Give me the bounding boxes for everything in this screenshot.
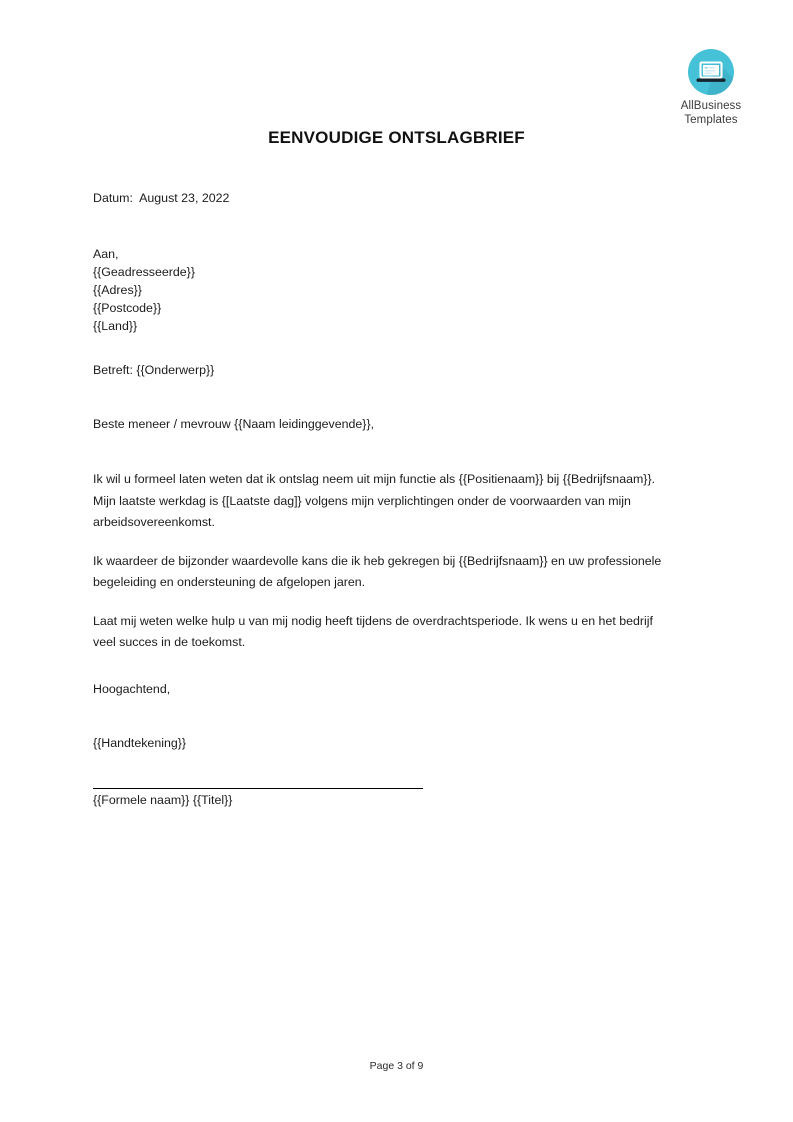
signature-placeholder: {{Handtekening}} bbox=[93, 735, 187, 750]
address-line: {{Land}} bbox=[93, 319, 138, 333]
page-footer: Page 3 of 9 bbox=[369, 1060, 424, 1072]
body-paragraph-3: Laat mij weten welke hulp u van mij nodig heeft tijdens de overdrachtsperiode. Ik wens u en het bedrijf veel succes in de toekomst. bbox=[93, 613, 653, 649]
body-paragraph-2: Ik waardeer de bijzonder waardevolle kans die ik heb gekregen bij {{Bedrijfsnaam}} en uw professionele begeleiding en ondersteuning de afgelopen jaren. bbox=[93, 553, 662, 589]
logo-text-line1: AllBusiness bbox=[680, 100, 742, 112]
signature-rule bbox=[93, 788, 423, 789]
subject-line: Betreft: {{Onderwerp}} bbox=[93, 363, 215, 377]
salutation-line: Beste meneer / mevrouw {{Naam leidinggevende}}, bbox=[93, 417, 375, 431]
signature-name-line: {{Formele naam}} {{Titel}} bbox=[93, 792, 233, 807]
page-title: EENVOUDIGE ONTSLAGBRIEF bbox=[268, 128, 525, 147]
laptop-icon bbox=[687, 48, 735, 96]
closing-line: Hoogachtend, bbox=[93, 681, 171, 696]
address-line: {{Postcode}} bbox=[93, 301, 162, 315]
address-line: {{Geadresseerde}} bbox=[93, 265, 195, 279]
body-paragraph-1: Ik wil u formeel laten weten dat ik ontslag neem uit mijn functie als {{Positienaam}} bij {{Bedrijfsnaam}}. Mijn laatste werkdag is {[Laatste dag]} volgens mijn verplichtingen onder de voorwaarden van mijn arbeidsovereenkomst. bbox=[93, 472, 656, 529]
recipient-address-block bbox=[93, 245, 673, 335]
logo-text-line2: Templates bbox=[684, 113, 738, 126]
date-line: Datum: August 23, 2022 bbox=[93, 191, 230, 205]
brand-logo bbox=[657, 48, 765, 127]
letter-body bbox=[93, 189, 673, 809]
address-line: Aan, bbox=[93, 247, 119, 261]
address-line: {{Adres}} bbox=[93, 283, 142, 297]
